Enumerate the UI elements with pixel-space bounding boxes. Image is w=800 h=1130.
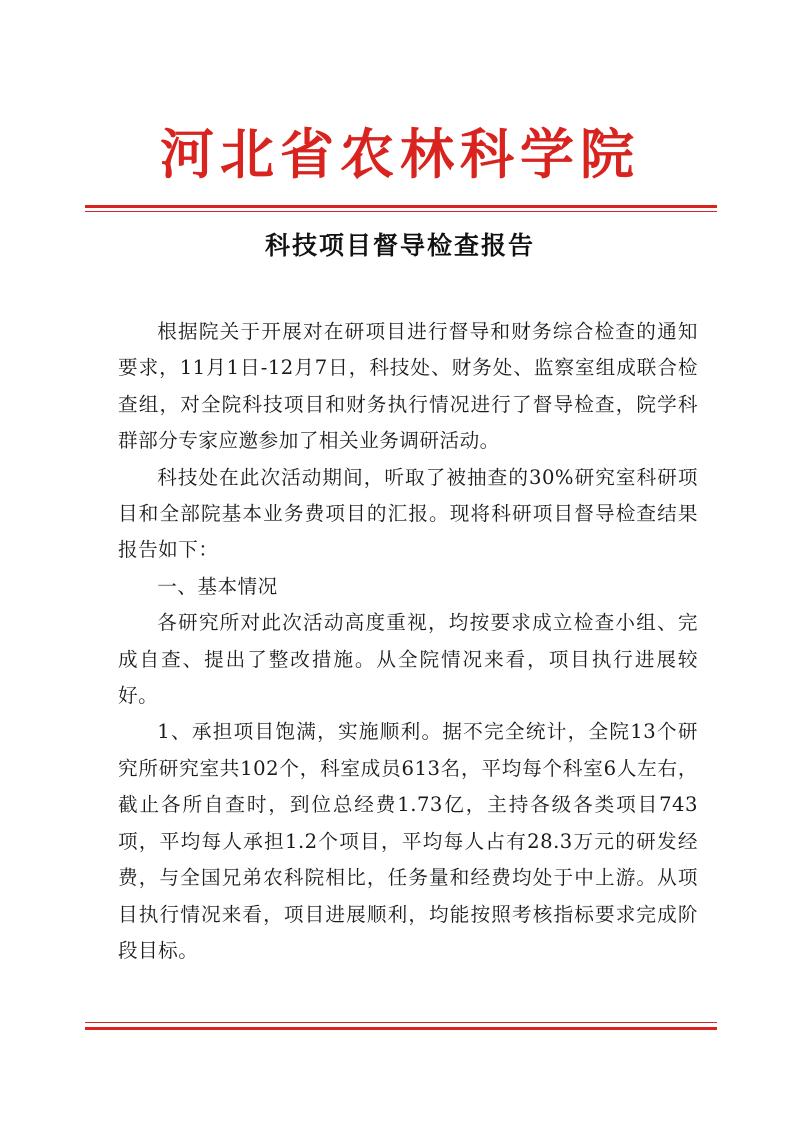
paragraph: 各研究所对此次活动高度重视，均按要求成立检查小组、完成自查、提出了整改措施。从全院情况来看，项目执行进展较好。: [118, 611, 698, 708]
document-title: 科技项目督导检查报告: [264, 231, 535, 260]
footer-rule-thin: [85, 1022, 717, 1023]
paragraph: 根据院关于开展对在研项目进行督导和财务综合检查的通知要求，11月1日-12月7日，科技处、财务处、监察室组成联合检查组，对全院科技项目和财务执行情况进行了督导检查，院学科群部分专家应邀参加了相关业务调研活动。: [118, 320, 698, 453]
organization-header: 河北省农林科学院: [160, 122, 640, 186]
document-body: [118, 314, 698, 969]
paragraph: 1、承担项目饱满，实施顺利。据不完全统计，全院13个研究所研究室共102个，科室成员613名，平均每个科室6人左右，截止各所自查时，到位总经费1.73亿，主持各级各类项目743项，平均每人承担1.2个项目，平均每人占有28.3万元的研发经费，与全国兄弟农科院相比，任务量和经费均处于中上游。从项目执行情况来看，项目进展顺利，均能按照考核指标要求完成阶段目标。: [118, 720, 698, 962]
header-rule-thick: [85, 205, 717, 208]
footer-rule-thick: [85, 1027, 717, 1030]
header-rule-thin: [85, 211, 717, 212]
paragraph: 科技处在此次活动期间，听取了被抽查的30%研究室科研项目和全部院基本业务费项目的汇报。现将科研项目督导检查结果报告如下：: [118, 465, 698, 562]
section-heading: 一、基本情况: [157, 574, 278, 598]
